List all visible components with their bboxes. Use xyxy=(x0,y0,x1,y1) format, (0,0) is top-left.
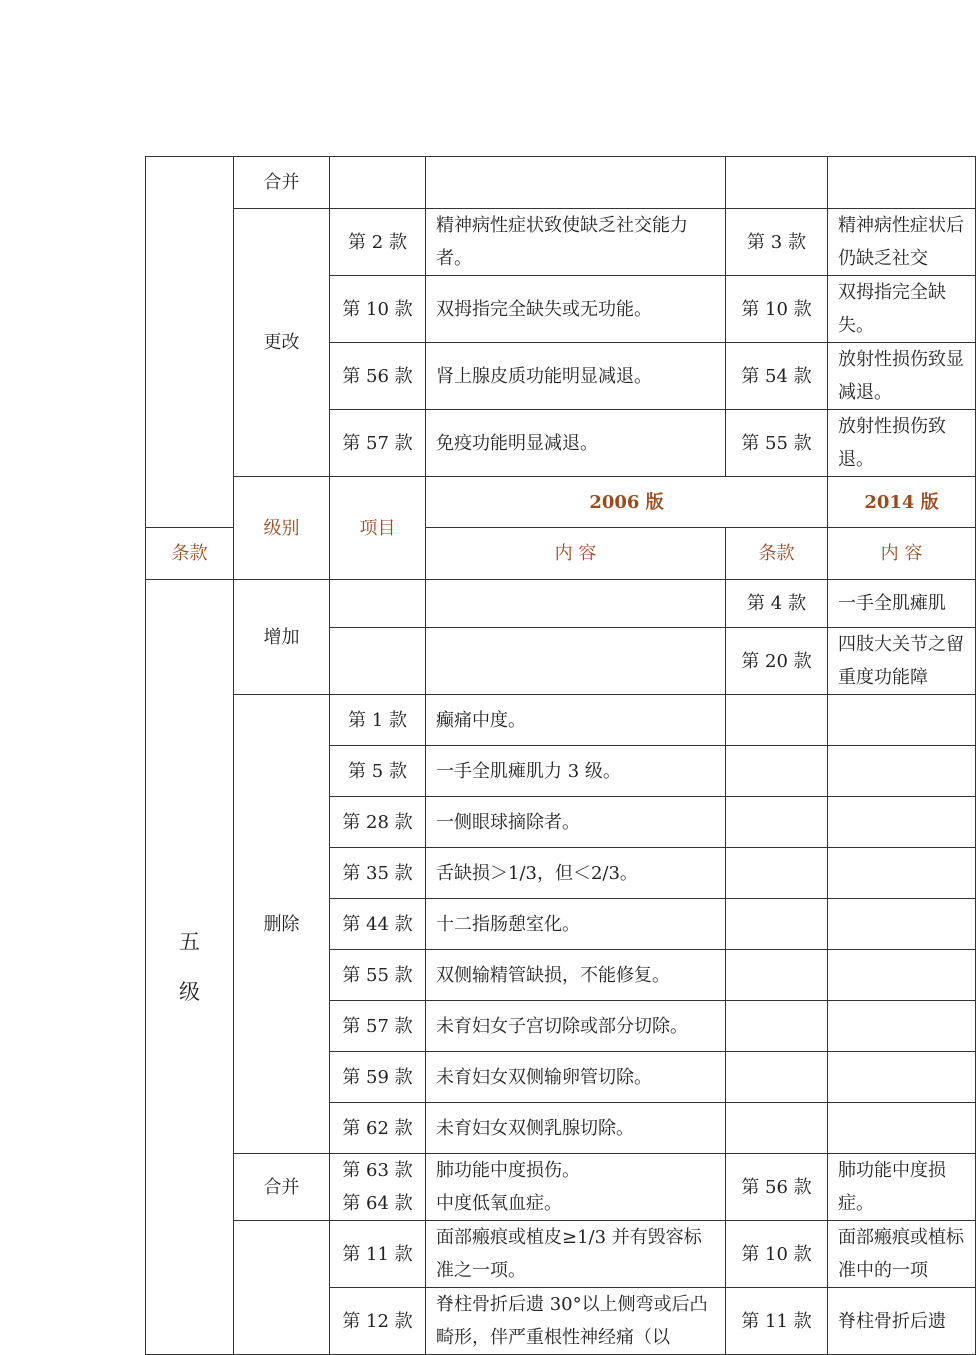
content-2006: 未育妇女双侧输卵管切除。 xyxy=(426,1052,726,1103)
clause-2006: 第 59 款 xyxy=(330,1052,426,1103)
clause-2006: 第 57 款 xyxy=(330,410,426,477)
content-2006: 舌缺损＞1/3，但＜2/3。 xyxy=(426,848,726,899)
level-name-1: 五 xyxy=(179,930,200,954)
content-2014: 放射性损伤致显减退。 xyxy=(828,343,976,410)
header-2014: 2014 版 xyxy=(828,477,976,528)
content-2006: 一侧眼球摘除者。 xyxy=(426,797,726,848)
content-2006-b: 中度低氧血症。 xyxy=(436,1193,562,1214)
clause-2006: 第 62 款 xyxy=(330,1103,426,1154)
content-2006: 免疫功能明显减退。 xyxy=(426,410,726,477)
clause-2006: 第 55 款 xyxy=(330,950,426,1001)
clause-2006: 第 57 款 xyxy=(330,1001,426,1052)
clause-2006: 第 44 款 xyxy=(330,899,426,950)
content-2014: 精神病性症状后仍缺乏社交 xyxy=(828,209,976,276)
clause-2006: 第 12 款 xyxy=(330,1288,426,1355)
header-level: 级别 xyxy=(234,477,330,580)
item-change xyxy=(234,1221,330,1355)
clause-2006: 第 2 款 xyxy=(330,209,426,276)
table-row xyxy=(146,1154,976,1221)
content-2006: 肾上腺皮质功能明显减退。 xyxy=(426,343,726,410)
clause-2006-a: 第 63 款 xyxy=(342,1160,413,1181)
content-2014: 一手全肌瘫肌 xyxy=(828,580,976,628)
table-row xyxy=(146,157,976,209)
content-2014: 双拇指完全缺失。 xyxy=(828,276,976,343)
clause-2014: 第 20 款 xyxy=(726,628,828,695)
content-2014: 面部瘢痕或植标准中的一项 xyxy=(828,1221,976,1288)
clause-2014: 第 54 款 xyxy=(726,343,828,410)
item-change: 更改 xyxy=(234,209,330,477)
table-row xyxy=(146,209,976,276)
clause-2006: 第 56 款 xyxy=(330,343,426,410)
table-row xyxy=(146,1221,976,1288)
header-2006: 2006 版 xyxy=(426,477,828,528)
header-clause-2006: 条款 xyxy=(146,528,234,580)
item-delete: 删除 xyxy=(234,695,330,1154)
header-content-2006: 内 容 xyxy=(426,528,726,580)
table-row xyxy=(146,695,976,746)
clause-2006: 第 11 款 xyxy=(330,1221,426,1288)
content-2006: 脊柱骨折后遗 30°以上侧弯或后凸畸形，伴严重根性神经痛（以 xyxy=(426,1288,726,1355)
clause-2014: 第 10 款 xyxy=(726,276,828,343)
header-item: 项目 xyxy=(330,477,426,580)
clause-2006: 第 5 款 xyxy=(330,746,426,797)
content-2014: 四肢大关节之留重度功能障 xyxy=(828,628,976,695)
comparison-table xyxy=(145,156,976,1355)
content-2006: 双拇指完全缺失或无功能。 xyxy=(426,276,726,343)
item-add: 增加 xyxy=(234,580,330,695)
clause-2014: 第 10 款 xyxy=(726,1221,828,1288)
content-2006 xyxy=(426,1154,726,1221)
clause-2006: 第 28 款 xyxy=(330,797,426,848)
content-2006: 双侧输精管缺损，不能修复。 xyxy=(426,950,726,1001)
clause-2014: 第 11 款 xyxy=(726,1288,828,1355)
clause-2006 xyxy=(330,1154,426,1221)
clause-2006: 第 35 款 xyxy=(330,848,426,899)
content-2006: 未育妇女双侧乳腺切除。 xyxy=(426,1103,726,1154)
header-row xyxy=(146,477,976,528)
level-cell xyxy=(146,157,234,528)
content-2006: 十二指肠憩室化。 xyxy=(426,899,726,950)
content-2006: 癫痛中度。 xyxy=(426,695,726,746)
header-content-2014: 内 容 xyxy=(828,528,976,580)
content-2006: 一手全肌瘫肌力 3 级。 xyxy=(426,746,726,797)
content-2014: 脊柱骨折后遗 xyxy=(828,1288,976,1355)
clause-2006-b: 第 64 款 xyxy=(342,1193,413,1214)
table-row xyxy=(146,580,976,628)
header-clause-2014: 条款 xyxy=(726,528,828,580)
clause-2006: 第 10 款 xyxy=(330,276,426,343)
clause-2014: 第 4 款 xyxy=(726,580,828,628)
content-2014: 肺功能中度损症。 xyxy=(828,1154,976,1221)
content-2006: 精神病性症状致使缺乏社交能力者。 xyxy=(426,209,726,276)
item-merge: 合并 xyxy=(234,1154,330,1221)
content-2006: 面部瘢痕或植皮≥1/3 并有毁容标准之一项。 xyxy=(426,1221,726,1288)
content-2014: 放射性损伤致退。 xyxy=(828,410,976,477)
clause-2006: 第 1 款 xyxy=(330,695,426,746)
content-2006-a: 肺功能中度损伤。 xyxy=(436,1160,580,1181)
content-2006: 未育妇女子宫切除或部分切除。 xyxy=(426,1001,726,1052)
clause-2014: 第 56 款 xyxy=(726,1154,828,1221)
level-name-2: 级 xyxy=(179,980,200,1004)
clause-2014: 第 3 款 xyxy=(726,209,828,276)
clause-2014: 第 55 款 xyxy=(726,410,828,477)
level-five xyxy=(146,580,234,1355)
item-merge: 合并 xyxy=(234,157,330,209)
